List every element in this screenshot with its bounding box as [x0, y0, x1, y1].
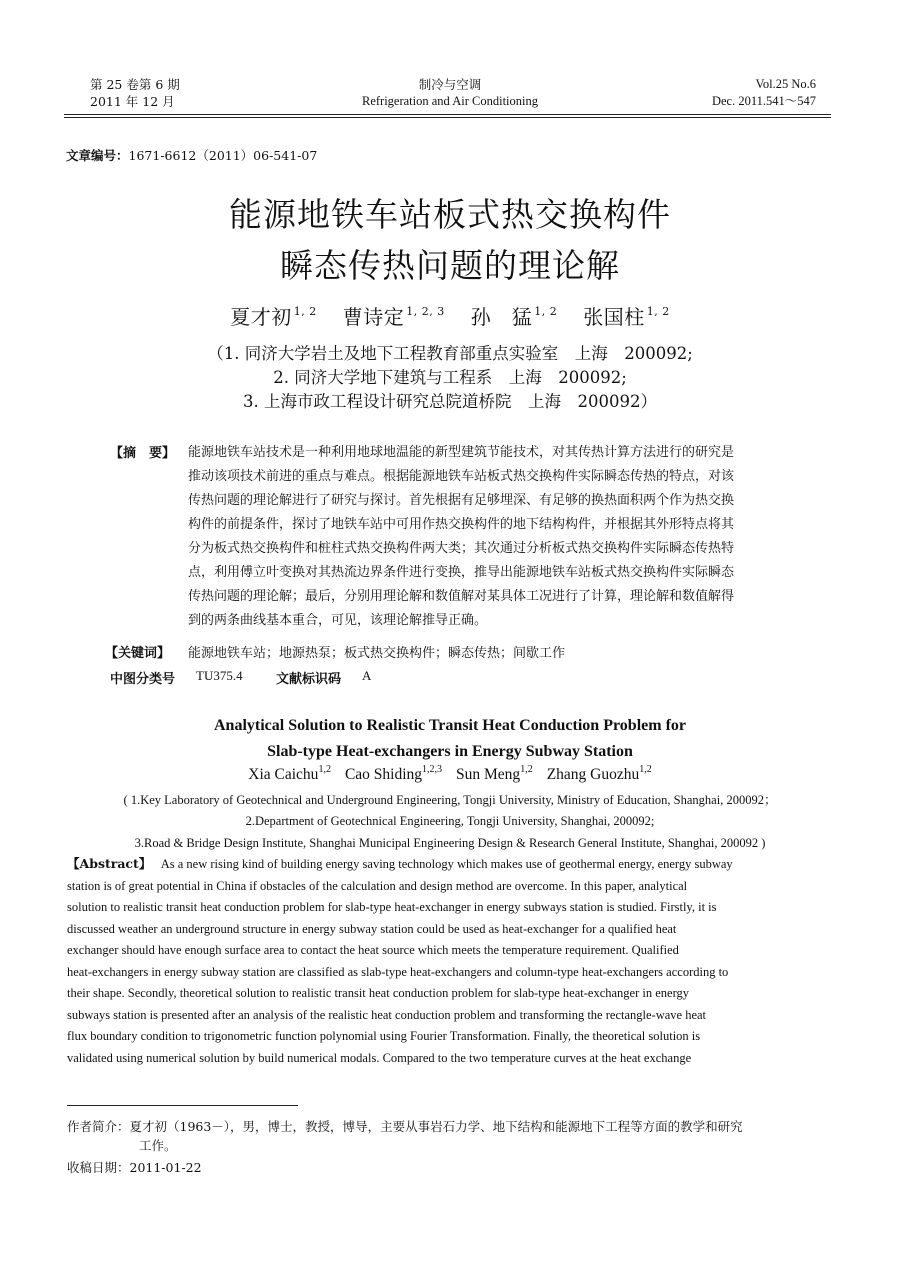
- abstract-en-label: 【Abstract】: [67, 856, 152, 871]
- received-date: 收稿日期：2011-01-22: [67, 1160, 202, 1175]
- abstract-zh-line: 推动该项技术前进的重点与难点。根据能源地铁车站板式热交换构件实际瞬态传热的特点，对该: [188, 469, 735, 484]
- journal-name-zh: 制冷与空调: [418, 77, 482, 92]
- author-en: Xia Caichu$^{1,2}$: [248, 764, 331, 783]
- affiliation-zh-3: 3. 上海市政工程设计研究总院道桥院 上海 200092）: [243, 392, 657, 411]
- abstract-en-line: solution to realistic transit heat conduction problem for slab-type heat-exchanger in energy subways station is studied. Firstly, it is: [67, 900, 717, 914]
- abstract-en-line: their shape. Secondly, theoretical solution to realistic transit heat conduction problem for slab-type heat-exchanger in energy: [67, 986, 690, 1000]
- abstract-en-line: discussed weather an underground structure in energy subway station could be used as heat-exchanger for a qualified heat: [67, 921, 677, 936]
- author-introduction-line1: 作者简介：夏才初（1963－），男，博士，教授，博导，主要从事岩石力学、地下结构和能源地下工程等方面的教学和研究: [67, 1119, 743, 1134]
- author-en: Cao Shiding$^{1,2,3}$: [344, 764, 443, 783]
- abstract-zh-line: 到的两条曲线基本重合，可见，该理论解推导正确。: [188, 613, 488, 628]
- affiliation-zh-1: （1. 同济大学岩土及地下工程教育部重点实验室 上海 200092;: [207, 344, 693, 363]
- author-introduction-line2: 工作。: [139, 1138, 177, 1153]
- affiliation-en-3: 3.Road & Bridge Design Institute, Shanghai Municipal Engineering Design & Research General Institute, Shanghai, 200092 ): [134, 836, 766, 850]
- article-number: [66, 146, 317, 164]
- title-en-line2: Slab-type Heat-exchangers in Energy Subway Station: [267, 743, 633, 760]
- author-zh: 孙 猛 $^{1, 2}$: [470, 305, 558, 329]
- author-en: Sun Meng$^{1,2}$: [456, 764, 533, 783]
- author-zh: 张国柱 $^{1, 2}$: [583, 305, 670, 329]
- issue-volume-zh: 第 25 卷第 6 期: [90, 77, 180, 92]
- keywords-zh-label: 【关键词】: [105, 646, 171, 661]
- issue-date-zh: 2011 年 12 月: [90, 94, 175, 109]
- abstract-zh-line: 分为板式热交换构件和桩柱式热交换构件两大类；其次通过分析板式热交换构件实际瞬态传热特: [188, 541, 735, 556]
- abstract-zh-label: 【摘 要】: [110, 446, 176, 461]
- title-zh-line2: 瞬态传热问题的理论解: [280, 246, 620, 285]
- affiliation-en-1: ( 1.Key Laboratory of Geotechnical and Underground Engineering, Tongji University, Ministry of Education, Shanghai, 200092；: [123, 793, 777, 807]
- article-number-value: 1671-6612（2011）06-541-07: [128, 148, 318, 163]
- author-en: Zhang Guozhu$^{1,2}$: [546, 764, 652, 783]
- journal-issue-en: [712, 76, 816, 110]
- document-code-value: A: [362, 668, 372, 683]
- journal-name-en: Refrigeration and Air Conditioning: [361, 94, 538, 108]
- abstract-en-line: 【Abstract】 As a new rising kind of building energy saving technology which makes use of geothermal energy, energy subway: [67, 856, 733, 871]
- abstract-zh-line: 传热问题的理论解进行了研究与探讨。首先根据有足够埋深、有足够的换热面积两个作为热交换: [188, 493, 735, 508]
- affiliation-zh-2: 2. 同济大学地下建筑与工程系 上海 200092;: [273, 368, 627, 387]
- authors-zh: [0, 301, 900, 330]
- title-en-line1: Analytical Solution to Realistic Transit Heat Conduction Problem for: [214, 717, 686, 734]
- abstract-en-line: exchanger should have enough surface area to contact the heat source which meets the temperature requirement. Qualified: [67, 943, 679, 957]
- classification-label: 中图分类号: [110, 672, 176, 687]
- abstract-en-body: [67, 853, 831, 1069]
- author-introduction: [67, 1117, 833, 1155]
- title-en: [0, 713, 900, 765]
- affiliation-en-2: 2.Department of Geotechnical Engineering, Tongji University, Shanghai, 200092;: [245, 814, 655, 828]
- issue-volume-en: Vol.25 No.6: [755, 77, 816, 91]
- abstract-zh-line: 构件的前提条件，探讨了地铁车站中可用作热交换构件的地下结构构件，并根据其外形特点将其: [188, 517, 735, 532]
- abstract-en-line: subways station is presented after an analysis of the realistic heat conduction problem and transforming the rectangle-wave heat: [67, 1007, 707, 1022]
- abstract-zh-line: 传热问题的理论解；最后，分别用理论解和数值解对某具体工况进行了计算，理论解和数值解得: [188, 589, 735, 604]
- abstract-en-line: heat-exchangers in energy subway station are classified as slab-type heat-exchangers and column-type heat-exchangers according to: [67, 964, 729, 979]
- document-code-label: 文献标识码: [276, 672, 342, 687]
- classification-value: TU375.4: [196, 668, 243, 683]
- abstract-zh-line: 点，利用傅立叶变换对其热流边界条件进行变换，推导出能源地铁车站板式热交换构件实际瞬态: [188, 565, 735, 580]
- abstract-zh-line: 能源地铁车站技术是一种利用地球地温能的新型建筑节能技术，对其传热计算方法进行的研究是: [188, 445, 735, 460]
- article-number-label: 文章编号：: [66, 148, 129, 163]
- abstract-zh-body: [188, 441, 803, 633]
- author-zh: 曹诗定 $^{1, 2, 3}$: [342, 305, 445, 329]
- header-rule-thick: [64, 114, 831, 115]
- keywords-zh-value: 能源地铁车站；地源热泵；板式热交换构件；瞬态传热；间歇工作: [188, 646, 566, 661]
- header-rule-thin: [64, 117, 831, 118]
- abstract-en-line: flux boundary condition to trigonometric function polynomial using Fourier Transformation. Finally, the theoretical solution is: [67, 1029, 701, 1043]
- abstract-en-line: validated using numerical solution by build numerical modals. Compared to the two temperature curves at the heat exchange: [67, 1050, 692, 1065]
- footnote-rule: [67, 1105, 298, 1106]
- title-zh-line1: 能源地铁车站板式热交换构件: [229, 195, 671, 234]
- author-zh: 夏才初 $^{1, 2}$: [230, 305, 317, 329]
- authors-en: [0, 764, 900, 784]
- issue-pages-en: Dec. 2011.541～547: [711, 94, 816, 108]
- abstract-en-line: station is of great potential in China if obstacles of the calculation and design method are overcome. In this paper, analytical: [67, 878, 688, 893]
